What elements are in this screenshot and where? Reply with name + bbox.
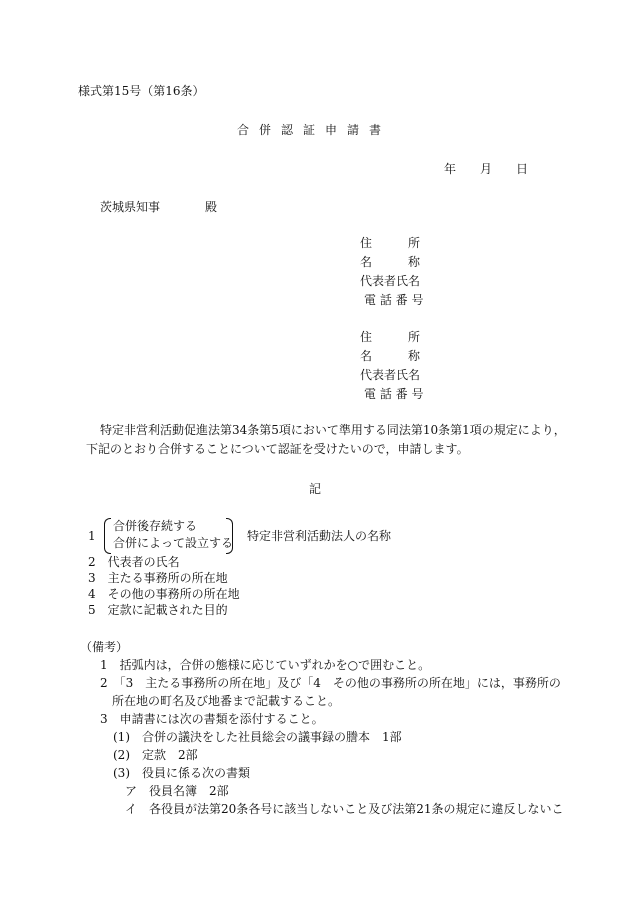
date-day-label: 日 [516,162,529,176]
addressee-honorific: 殿 [205,200,218,214]
applicant-2-phone-label: 電 話 番 号 [364,387,424,401]
item-3: 3 主たる事務所の所在地 [88,571,228,585]
note-line: 1 括弧内は，合併の態様に応じていずれかを○で囲むこと。 [100,658,431,672]
right-bracket [226,518,233,554]
applicant-1-phone-label: 電 話 番 号 [364,293,424,307]
body-text-line-1: 特定非営利活動促進法第34条第5項において準用する同法第10条第1項の規定により， [100,423,566,437]
applicant-2-rep-label: 代表者氏名 [360,368,421,382]
record-heading: 記 [309,482,322,496]
form-number: 様式第15号（第16条） [78,84,205,98]
note-line: イ 各役員が法第20条各号に該当しないこと及び法第21条の規定に違反しないこ [125,802,564,816]
note-line: 所在地の町名及び地番まで記載すること。 [112,694,341,708]
left-bracket [104,518,111,554]
body-text-line-2: 下記のとおり合併することについて認証を受けたいので，申請します。 [86,442,469,456]
applicant-1-rep-label: 代表者氏名 [360,274,421,288]
applicant-1-address-label: 住 所 [360,236,420,250]
note-line: ア 役員名簿 2部 [125,784,229,798]
item-1-suffix: 特定非営利活動法人の名称 [247,529,392,543]
document-title: 合併認証申請書 [237,123,392,137]
note-line: 2 「3 主たる事務所の所在地」及び「4 その他の事務所の所在地」には，事務所の [100,676,561,690]
addressee-office: 茨城県知事 [100,200,161,214]
date-year-label: 年 [444,162,457,176]
item-5: 5 定款に記載された目的 [88,603,228,617]
item-2: 2 代表者の氏名 [88,555,180,569]
notes-heading: （備考） [80,640,129,654]
applicant-2-address-label: 住 所 [360,330,420,344]
applicant-2-name-label: 名 称 [360,349,420,363]
note-line: 3 申請書には次の書類を添付すること。 [100,712,324,726]
note-line: (3) 役員に係る次の書類 [113,766,250,780]
item-1-option-establish: 合併によって設立する [113,536,234,550]
applicant-1-name-label: 名 称 [360,255,420,269]
date-month-label: 月 [480,162,493,176]
note-line: (2) 定款 2部 [113,748,198,762]
item-1-number: 1 [88,529,96,543]
item-4: 4 その他の事務所の所在地 [88,587,240,601]
item-1-option-survive: 合併後存続する [113,519,198,533]
note-line: (1) 合併の議決をした社員総会の議事録の謄本 1部 [113,730,402,744]
